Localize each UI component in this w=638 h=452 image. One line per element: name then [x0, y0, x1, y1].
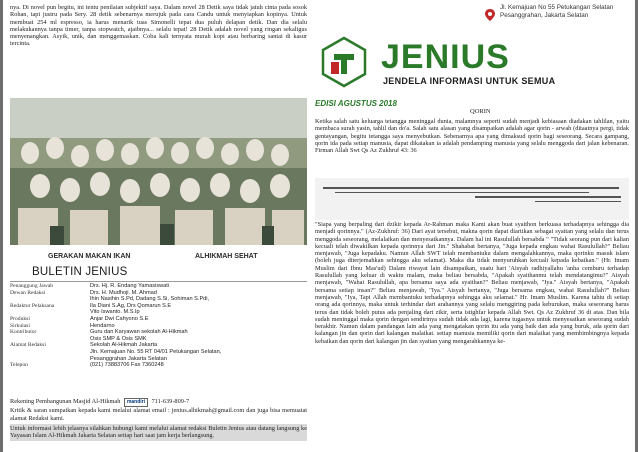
rekening-label: Rekening Pembangunan Masjid Al-Hikmah: [10, 398, 121, 405]
redaksi-value: Sekolah Al-Hikmah Jakarta: [90, 342, 158, 349]
redaksi-value: Hendarno: [90, 322, 115, 329]
brand-subtitle: JENDELA INFORMASI UNTUK SEMUA: [383, 76, 556, 86]
rekening-line: [10, 398, 307, 407]
redaksi-label: [10, 296, 90, 303]
redaksi-list: [10, 283, 307, 369]
notice-text: Untuk informasi lebih jelasnya silahkan hubungi kami melalui alamat redaksi Buletin Jenius atau datang langsung ke Yayasan Islam Al-Hikmah Jakarta Selatan setiap hari saat jam kerja berlangsung.: [10, 425, 307, 440]
redaksi-value: (021) 73883706 Fax 7360248: [90, 362, 164, 369]
intro-text-block: [10, 4, 307, 48]
redaksi-row: [10, 336, 307, 343]
redaksi-row: [10, 349, 307, 356]
redaksi-value: Ila Diani S.Ag, Drs Qomarun S.E: [90, 302, 172, 309]
caption-left: GERAKAN MAKAN IKAN: [48, 253, 131, 260]
redaksi-label: Produksi: [10, 315, 30, 322]
photo-captions: [10, 253, 307, 263]
redaksi-value: Pesanggrahan Jakarta Selatan: [90, 355, 167, 362]
intro-paragraph: nya. Di novel pun begitu, ini tentu penilaian subjektif saya. Dalam novel 28 Detik saya tidak jatuh cinta pada sosok Rohan, tapi justru pada Sery. 28 detik sebenarnya merujuk pada cara Candu untuk menyiapkan kopinya. Untuk membuat 254 ml espresso, ia harus menarik tuas Simonelli tepat dua puluh delapan detik. Dan dia selalu melakukannya tanpa timer, tanpa stopwatch, ajaibnya... selalu tepat! 28 Detik adalah novel yang ringan sekaligus menyenangkan. Asyik, unik, dan menggemaskan. Coba kali ternyata murah kopi atau berbaring santai di kasur tercinta.: [10, 4, 307, 48]
redaksi-label: Alamat Redaksi: [10, 342, 46, 349]
article-title: QORIN: [470, 108, 491, 115]
group-photo-icon: [10, 98, 307, 245]
redaksi-label: [10, 356, 90, 363]
mandiri-logo: mandiri: [124, 398, 148, 407]
redaksi-label: Kontributor: [10, 329, 37, 336]
rekening-number: 711-639-809-7: [151, 398, 190, 405]
redaksi-row: [10, 356, 307, 363]
redaksi-value: Ihin Nasihin S.Pd, Dadang S.Si, Sohiman S.Pdi,: [90, 296, 210, 303]
redaksi-label: Dewan Redaksi: [10, 289, 46, 296]
caption-right: ALHIKMAH SEHAT: [195, 253, 258, 260]
redaksi-label: Penanggung Jawab: [10, 283, 54, 289]
brand-name: JENIUS: [381, 38, 510, 76]
article-paragraph-2-block: [315, 221, 629, 345]
buletin-title: BULETIN JENIUS: [32, 266, 128, 278]
redaksi-label: [10, 336, 90, 343]
redaksi-row: [10, 342, 307, 349]
page-edge-left: [0, 0, 3, 452]
redaksi-value: Osis SMP & Osis SMK: [90, 335, 147, 342]
article-paragraph-1-block: [315, 118, 629, 154]
arabic-verse-icon: [315, 178, 629, 220]
redaksi-value: Drs. Hj. R. Endang Yamasiswati: [90, 283, 170, 289]
rekening-block: [10, 398, 307, 422]
redaksi-row: [10, 283, 307, 290]
redaksi-label: Redaktur Pelaksana: [10, 302, 55, 309]
redaksi-label: [10, 349, 90, 356]
jenius-logo-icon: [319, 36, 369, 88]
group-photo: [10, 98, 307, 245]
redaksi-value: Anjar Dwi Cahyono S.E: [90, 315, 149, 322]
redaksi-value: Guru dan Karyawan sekolah Al-Hikmah: [90, 329, 188, 336]
buletin-divider: [10, 281, 307, 282]
address-text: Jl. Kemajuan No 55 Petukangan Selatan Pesanggrahan, Jakarta Selatan: [500, 4, 614, 19]
info-notice: [10, 424, 307, 441]
redaksi-label: Sirkulasi: [10, 322, 30, 329]
redaksi-label: Telepon: [10, 362, 28, 369]
edition-label: EDISI AGUSTUS 2018: [315, 99, 397, 108]
redaksi-row: [10, 362, 307, 369]
article-paragraph-2: "Siapa yang berpaling dari dzikir kepada Ar-Rahman maka Kami akan buat syaithon berkuasa terhadapnya sehingga dia menjadi qorinnya." (Az-Zukhruf: 36) Dari ayat tersebut, makna qorin dapat diartikan sebagai syaitan yang selalu dan terus menggoda seseorang, melalaikan dan menyesatkannya. Dalam hal ini Rasulullah bersabda " "Tidak seorang pun dari kalian kecuali telah diwakilkan kepada qorinnya dari Jin." Shahabat bertanya, "Juga kepada engkau wahai Rasulullah?" Beliau menjawab, "Juga kepadaku. Namun Allah SWT telah membantuku dalam mengalahkannya, maka qorinku masuk islam (boleh juga diterjemahkan sehingga aku selamat). Maka dia tidak menyuruhkan kecuali kepada kebaikan." (Hr. Imam Muslim dari Ibnu Mas'ud) Dalam riwayat lain disampaikan, suatu hari 'Aisyah radhiyallahu 'anha cemburu terhadap Rasulullah yang keluar di waktu malam, maka beliau bersabda, "Apakah syaithanmu telah mendatangimu?" Aisyah menjawab, "Wahai Rasulullah, apa bersama saya ada syaithan?" Beliau menjawab, "Iya." Aisyah bertanya, "Apakah bersama setiap insan?" Beliau menjawab, "Iya." Aisyah bertanya, "Juga bersama engkau, wahai Rasulullah?" Beliau menjawab, "Iya, Tapi Allah membantuku terhadapnya sehingga aku selamat." Hr. Imam Muslim. Karena tabiu di setiap orang ada qorinnya, maka untuk terhindar dari arahannya yang selalu menggiring pada keburukan, maka seseorang harus terus dan tidak boleh putus ada penjaling dari zikir, serta istighfar kepada Allah Swt. Qs Az Zukhruf 36 di atas. Dan bila sudah meninggal maka qorin dengan sendirinya sudah tidak ada lagi, karena tugasnya untuk menyesatkan seseorang sudah berakhir. Namun dalam pandangan lain ada yang mengatakan qorin itu ada yang baik dan ada yang buruk, ada qorin dari kalangan jin dan qorin dari kalangan malaikat. setiap manusia memiliki qorin dari malaikat yang membimbingnya kepada kebaikan dan qorin dari kalangan jin dan syaitan yang mengarahkannya ke-: [315, 221, 629, 345]
redaksi-row: [10, 303, 307, 310]
redaksi-row: [10, 323, 307, 330]
redaksi-row: [10, 290, 307, 297]
redaksi-value: Vito Iswanto. M.S.Ip: [90, 309, 140, 316]
redaksi-label: [10, 309, 90, 316]
redaksi-row: [10, 296, 307, 303]
article-paragraph-1: Ketika salah satu keluarga tetangga meninggal dunia, malamnya seperti sudah menjadi kebiasaan diadakan tahlilan, yaitu membaca surah yasin, tahlil dan do'a. Salah satu alasan yang disampaikan adalah agar qorin - arwah (ditaatnya pergi, tidak gentayangan, begitu tetangga saya menyebutkan. Sebenarnya apa yang dimaksud qorin bagi seseorang. Secara gampang, qorin ida pada setiap manusia, dapat dikatakan ia adalah pendamping manusia yang selalu menggoda dari jalan kebenaran. Firman Allah Swt Qs Az Zukhruf 43: 36: [315, 118, 629, 155]
masthead: [315, 30, 629, 92]
redaksi-row: [10, 329, 307, 336]
redaksi-row: [10, 309, 307, 316]
location-pin-icon: [485, 8, 495, 26]
redaksi-value: Drs. H. Mudhoji. M. Ahmad: [90, 289, 157, 296]
redaksi-row: [10, 316, 307, 323]
kritik-saran: Kritik & saran sumpaikan kepada kami melalui alamat email : jenius.alhikmah@gmail.com dan juga bisa memuatat alamat Redaksi kami.: [10, 407, 307, 422]
redaksi-value: Jln. Kemajuan No. 55 RT 04/01 Petukangan Selatan,: [90, 348, 222, 355]
